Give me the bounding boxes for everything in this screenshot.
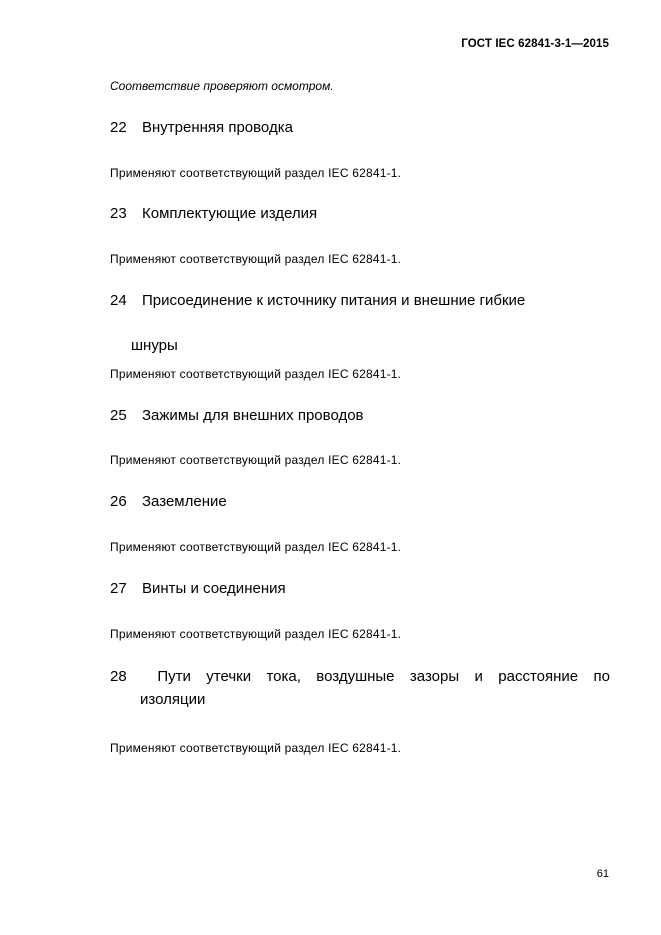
section-heading-25 <box>110 407 364 424</box>
section-title: Винты и соединения <box>142 580 286 597</box>
section-heading-24 <box>110 292 525 309</box>
section-title-word: тока, <box>266 668 301 685</box>
section-title-word: воздушные <box>316 668 395 685</box>
page-number: 61 <box>596 868 609 880</box>
section-text-23: Применяют соответствующий раздел IEC 62841-1. <box>110 252 402 266</box>
document-code-header: ГОСТ IEC 62841-3-1—2015 <box>461 38 609 50</box>
section-title: Внутренняя проводка <box>142 119 293 136</box>
section-title-word: зазоры <box>409 668 460 685</box>
section-text-26: Применяют соответствующий раздел IEC 62841-1. <box>110 540 402 554</box>
section-title-word: и <box>474 668 483 685</box>
section-title-continuation-28: изоляции <box>140 691 206 708</box>
section-number: 23 <box>110 205 127 222</box>
section-number: 26 <box>110 493 127 510</box>
section-text-24: Применяют соответствующий раздел IEC 62841-1. <box>110 367 402 381</box>
section-number: 22 <box>110 119 127 136</box>
section-heading-23 <box>110 205 317 222</box>
section-number: 25 <box>110 407 127 424</box>
section-text-28: Применяют соответствующий раздел IEC 62841-1. <box>110 741 402 755</box>
section-title: Присоединение к источнику питания и внешние гибкие <box>142 292 526 309</box>
compliance-note: Соответствие проверяют осмотром. <box>110 79 334 93</box>
section-number: 28 <box>110 668 127 685</box>
section-heading-28 <box>110 668 610 708</box>
section-heading-26 <box>110 493 227 510</box>
section-text-22: Применяют соответствующий раздел IEC 62841-1. <box>110 166 402 180</box>
section-title-continuation-24: шнуры <box>131 337 178 354</box>
section-title-word: утечки <box>206 668 252 685</box>
section-text-25: Применяют соответствующий раздел IEC 62841-1. <box>110 453 402 467</box>
section-number: 27 <box>110 580 127 597</box>
section-text-27: Применяют соответствующий раздел IEC 62841-1. <box>110 627 402 641</box>
section-number: 24 <box>110 292 127 309</box>
section-heading-22 <box>110 119 293 136</box>
section-title-word: расстояние <box>498 668 579 685</box>
section-title: Комплектующие изделия <box>142 205 318 222</box>
section-title-word: по <box>593 668 610 685</box>
section-title: Зажимы для внешних проводов <box>142 407 364 424</box>
section-title-word: Пути <box>157 668 191 685</box>
section-title: Заземление <box>142 493 227 510</box>
section-heading-27 <box>110 580 286 597</box>
